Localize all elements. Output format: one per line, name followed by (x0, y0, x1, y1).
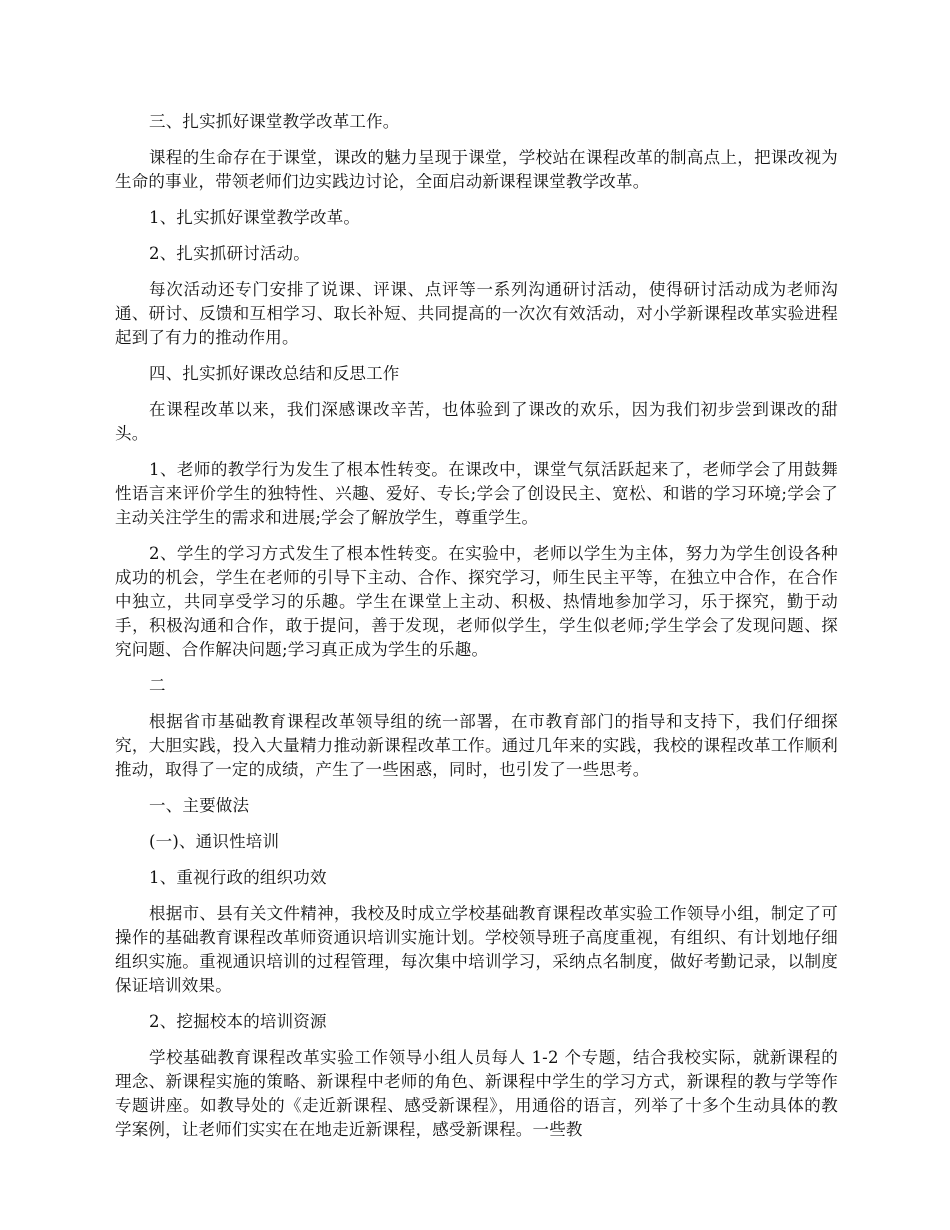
body-paragraph: 学校基础教育课程改革实验工作领导小组人员每人 1-2 个专题，结合我校实际，就新课程的理念、新课程实施的策略、新课程中老师的角色、新课程中学生的学习方式，新课程的教与学等作专题讲座。如教导处的《走近新课程、感受新课程》，用通俗的语言，列举了十多个生动具体的教学案例，让老师们实实在在地走近新课程，感受新课程。一些教 (115, 1048, 838, 1139)
list-item: 2、扎实抓研讨活动。 (149, 244, 310, 263)
document-body (115, 110, 838, 1154)
body-paragraph: 课程的生命存在于课堂，课改的魅力呈现于课堂，学校站在课程改革的制高点上，把课改视为生命的事业，带领老师们边实践边讨论，全面启动新课程课堂教学改革。 (115, 148, 838, 191)
subsection-heading: 1、重视行政的组织功效 (149, 868, 327, 887)
body-paragraph: 根据市、县有关文件精神，我校及时成立学校基础教育课程改革实验工作领导小组，制定了可操作的基础教育课程改革师资通识培训实施计划。学校领导班子高度重视，有组织、有计划地仔细组织实施。重视通识培训的过程管理，每次集中培训学习，采纳点名制度，做好考勤记录，以制度保证培训效果。 (115, 904, 838, 995)
list-item: 1、扎实抓好课堂教学改革。 (149, 208, 361, 227)
subsection-heading: (一)、通识性培训 (149, 832, 280, 851)
section-heading: 三、扎实抓好课堂教学改革工作。 (149, 112, 400, 131)
body-paragraph: 1、老师的教学行为发生了根本性转变。在课改中，课堂气氛活跃起来了，老师学会了用鼓舞性语言来评价学生的独特性、兴趣、爱好、专长;学会了创设民主、宽松、和谐的学习环境;学会了主动关注学生的需求和进展;学会了解放学生，尊重学生。 (115, 460, 838, 527)
body-paragraph: 每次活动还专门安排了说课、评课、点评等一系列沟通研讨活动，使得研讨活动成为老师沟通、研讨、反馈和互相学习、取长补短、共同提高的一次次有效活动，对小学新课程改革实验进程起到了有力的推动作用。 (115, 280, 838, 347)
subsection-heading: 2、挖掘校本的培训资源 (149, 1012, 327, 1031)
body-paragraph: 2、学生的学习方式发生了根本性转变。在实验中，老师以学生为主体，努力为学生创设各种成功的机会，学生在老师的引导下主动、合作、探究学习，师生民主平等，在独立中合作，在合作中独立，共同享受学习的乐趣。学生在课堂上主动、积极、热情地参加学习，乐于探究，勤于动手，积极沟通和合作，敢于提问，善于发现，老师似学生，学生似老师;学生学会了发现问题、探究问题、合作解决问题;学习真正成为学生的乐趣。 (115, 544, 838, 659)
body-paragraph: 在课程改革以来，我们深感课改辛苦，也体验到了课改的欢乐，因为我们初步尝到课改的甜头。 (115, 400, 838, 443)
section-heading: 一、主要做法 (149, 796, 250, 815)
section-heading: 四、扎实抓好课改总结和反思工作 (149, 364, 400, 383)
body-paragraph: 根据省市基础教育课程改革领导组的统一部署，在市教育部门的指导和支持下，我们仔细探究，大胆实践，投入大量精力推动新课程改革工作。通过几年来的实践，我校的课程改革工作顺利推动，取得了一定的成绩，产生了一些困惑，同时，也引发了一些思考。 (115, 712, 838, 779)
section-heading: 二 (149, 676, 166, 695)
